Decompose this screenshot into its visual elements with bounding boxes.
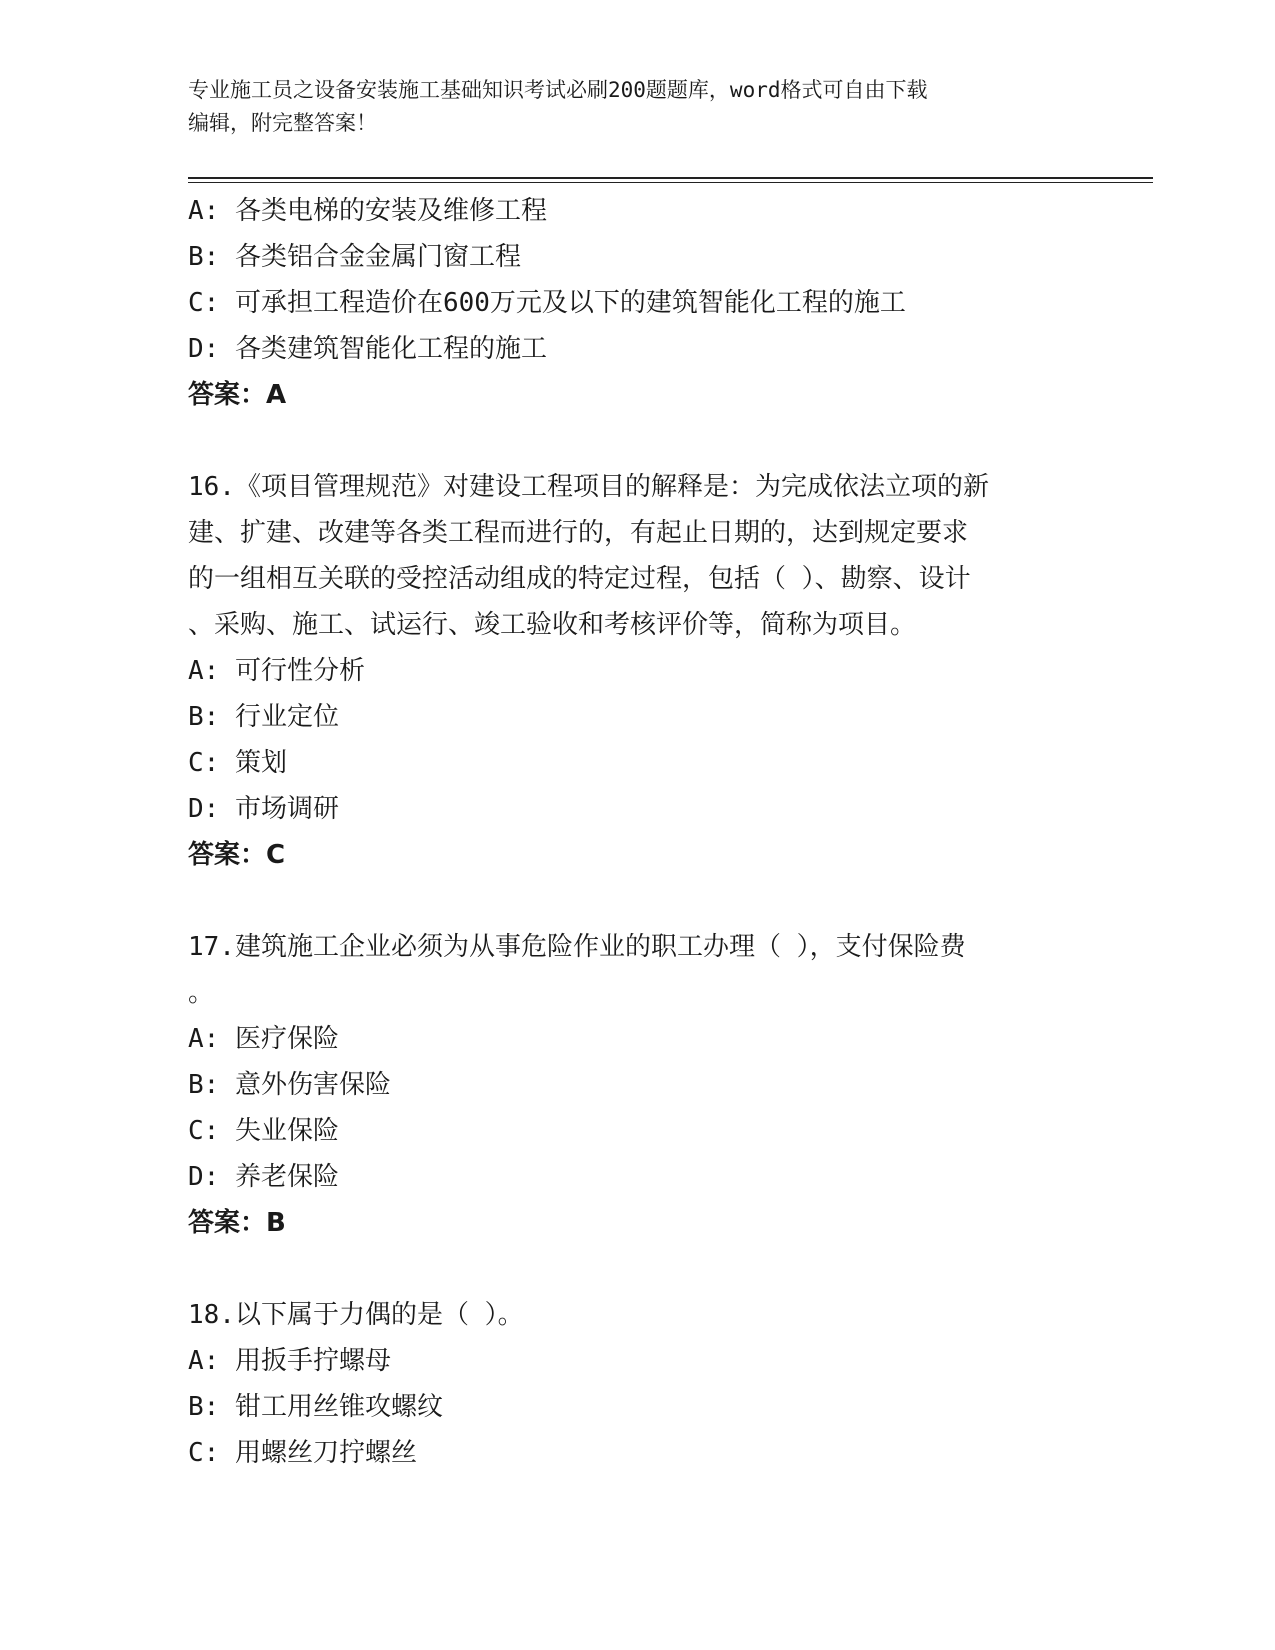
header-divider-thin [188,182,1153,183]
option-d: D: 各类建筑智能化工程的施工 [188,334,547,364]
answer-line: 答案：B [188,1208,286,1238]
question-list [188,188,1088,1476]
question-stem-line: 、采购、施工、试运行、竣工验收和考核评价等，简称为项目。 [188,610,917,640]
question-stem-line: 16.《项目管理规范》对建设工程项目的解释是：为完成依法立项的新 [188,472,989,502]
option-a: A: 可行性分析 [188,656,365,686]
option-c: C: 失业保险 [188,1116,339,1146]
question-17 [188,924,1088,1246]
option-c: C: 可承担工程造价在600万元及以下的建筑智能化工程的施工 [188,288,906,318]
spacer [188,878,1088,924]
header-line-1: 专业施工员之设备安装施工基础知识考试必刷200题题库，word格式可自由下载 [188,78,928,102]
header-divider-thick [188,177,1153,179]
option-a: A: 用扳手拧螺母 [188,1346,391,1376]
question-stem-line: 18.以下属于力偶的是（ ）。 [188,1300,524,1330]
question-16 [188,464,1088,878]
option-b: B: 行业定位 [188,702,339,732]
option-a: A: 医疗保险 [188,1024,339,1054]
answer-line: 答案：A [188,380,287,410]
option-d: D: 养老保险 [188,1162,339,1192]
document-header [188,74,1088,140]
option-b: B: 钳工用丝锥攻螺纹 [188,1392,443,1422]
question-stem-line: 建、扩建、改建等各类工程而进行的，有起止日期的，达到规定要求 [188,518,969,548]
question-stem-line: 。 [188,978,215,1008]
option-c: C: 策划 [188,748,287,778]
option-b: B: 各类铝合金金属门窗工程 [188,242,521,272]
spacer [188,418,1088,464]
answer-line: 答案：C [188,840,286,870]
question-15 [188,188,1088,418]
option-d: D: 市场调研 [188,794,339,824]
option-b: B: 意外伤害保险 [188,1070,391,1100]
question-stem-line: 17.建筑施工企业必须为从事危险作业的职工办理（ ），支付保险费 [188,932,966,962]
option-a: A: 各类电梯的安装及维修工程 [188,196,547,226]
header-line-2: 编辑，附完整答案！ [188,111,377,135]
question-stem-line: 的一组相互关联的受控活动组成的特定过程，包括（ ）、勘察、设计 [188,564,971,594]
spacer [188,1246,1088,1292]
option-c: C: 用螺丝刀拧螺丝 [188,1438,417,1468]
question-18 [188,1292,1088,1476]
